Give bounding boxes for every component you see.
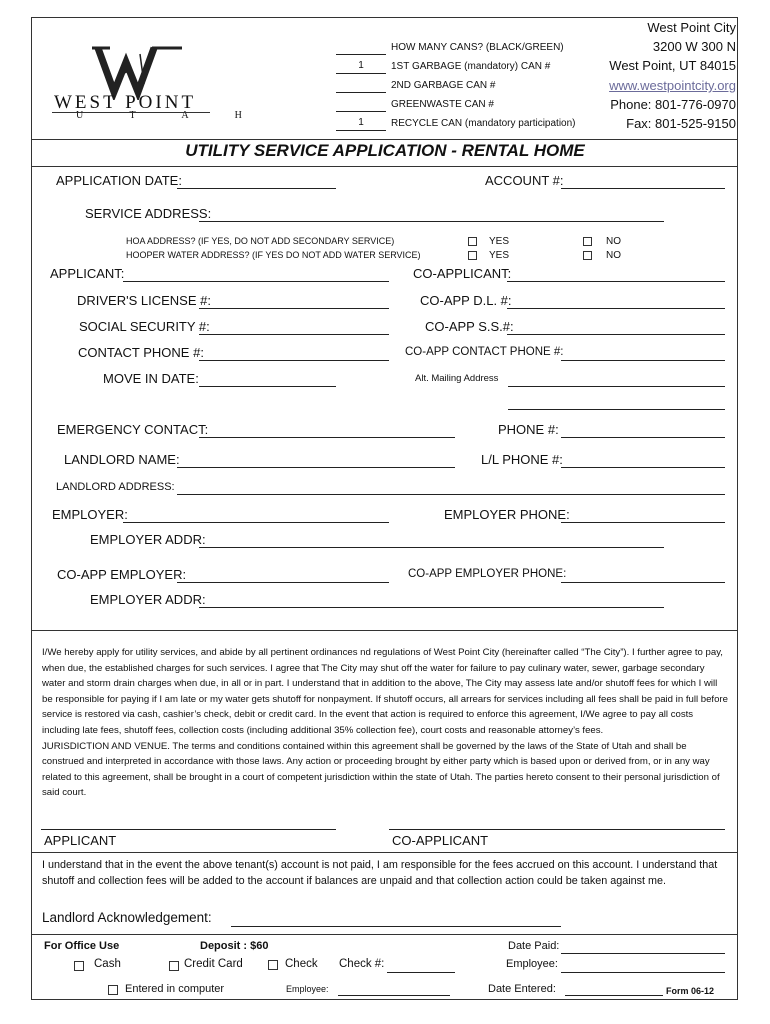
co-applicant-signature-label: CO-APPLICANT: [392, 833, 489, 848]
alt-mailing-field-1[interactable]: [508, 386, 725, 387]
employee2-label: Employee:: [286, 984, 329, 994]
cash-checkbox[interactable]: [74, 961, 84, 971]
employer-label: EMPLOYER:: [52, 507, 128, 522]
city-website-link[interactable]: www.westpointcity.org: [609, 78, 736, 93]
alt-mailing-label: Alt. Mailing Address: [415, 373, 499, 384]
check-label: Check: [285, 958, 318, 970]
credit-card-label: Credit Card: [184, 958, 243, 970]
applicant-label: APPLICANT:: [50, 266, 125, 281]
can-line-1: [336, 73, 386, 74]
applicant-signature-label: APPLICANT: [44, 833, 117, 848]
account-field[interactable]: [561, 188, 725, 189]
date-paid-field[interactable]: [561, 953, 725, 954]
hoa-yes-checkbox[interactable]: [468, 237, 477, 246]
deposit-label: Deposit : $60: [200, 940, 269, 952]
emergency-contact-label: EMERGENCY CONTACT:: [57, 422, 209, 437]
hooper-no-checkbox[interactable]: [583, 251, 592, 260]
emergency-contact-field[interactable]: [199, 437, 455, 438]
can-label-2: 2ND GARBAGE CAN #: [391, 80, 496, 91]
hoa-no-label: NO: [606, 236, 621, 247]
service-address-label: SERVICE ADDRESS:: [85, 206, 212, 221]
can-line-4: [336, 130, 386, 131]
office-use-label: For Office Use: [44, 940, 120, 952]
phone-label: PHONE #:: [498, 422, 559, 437]
check-number-label: Check #:: [339, 958, 385, 970]
ssn-label: SOCIAL SECURITY #:: [79, 319, 210, 334]
date-entered-field[interactable]: [565, 995, 663, 996]
landlord-text: I understand that in the event the above tenant(s) account is not paid, I am responsible for the fees accrued on this account. I understand that shutoff and collection fees will be added to the account if balances are unpaid and that collection action could be taken against me.: [42, 859, 718, 887]
city-name: West Point City: [647, 20, 736, 35]
applicant-signature-line[interactable]: [41, 829, 336, 830]
ll-phone-field[interactable]: [561, 467, 725, 468]
agreement-text: [42, 645, 730, 801]
contact-phone-label: CONTACT PHONE #:: [78, 345, 204, 360]
can-line-3[interactable]: [336, 111, 386, 112]
coapp-employer-label: CO-APP EMPLOYER:: [57, 567, 187, 582]
coapp-employer-field[interactable]: [177, 582, 389, 583]
can-value-4[interactable]: 1: [358, 117, 364, 128]
move-in-field[interactable]: [199, 386, 336, 387]
co-applicant-field[interactable]: [507, 281, 725, 282]
coapp-employer-phone-label: CO-APP EMPLOYER PHONE:: [408, 568, 567, 580]
coapp-dl-field[interactable]: [507, 308, 725, 309]
employee-field[interactable]: [561, 972, 725, 973]
hoa-label: HOA ADDRESS? (IF YES, DO NOT ADD SECONDARY SERVICE): [126, 236, 395, 246]
coapp-contact-phone-label: CO-APP CONTACT PHONE #:: [405, 346, 564, 358]
service-address-field[interactable]: [199, 221, 664, 222]
coapp-employer-phone-field[interactable]: [561, 582, 725, 583]
landlord-divider: [31, 852, 738, 853]
co-applicant-label: CO-APPLICANT:: [413, 266, 512, 281]
w-emblem-icon: [52, 40, 222, 100]
application-date-label: APPLICATION DATE:: [56, 173, 182, 188]
check-number-field[interactable]: [387, 972, 455, 973]
can-label-4: RECYCLE CAN (mandatory participation): [391, 118, 576, 129]
check-checkbox[interactable]: [268, 960, 278, 970]
employer-addr2-field[interactable]: [199, 607, 664, 608]
coapp-contact-phone-field[interactable]: [561, 360, 725, 361]
title-divider: [31, 166, 738, 167]
employer-phone-field[interactable]: [561, 522, 725, 523]
ll-phone-label: L/L PHONE #:: [481, 452, 563, 467]
account-label: ACCOUNT #:: [485, 173, 564, 188]
alt-mailing-field-2[interactable]: [508, 409, 725, 410]
applicant-field[interactable]: [123, 281, 389, 282]
employer-addr-field[interactable]: [199, 547, 664, 548]
coapp-ssn-field[interactable]: [507, 334, 725, 335]
city-citystate: West Point, UT 84015: [609, 58, 736, 73]
city-street: 3200 W 300 N: [652, 39, 736, 54]
hooper-yes-checkbox[interactable]: [468, 251, 477, 260]
office-divider: [31, 934, 738, 935]
credit-card-checkbox[interactable]: [169, 961, 179, 971]
drivers-license-label: DRIVER'S LICENSE #:: [77, 293, 211, 308]
landlord-ack-field[interactable]: [231, 926, 561, 927]
coapp-dl-label: CO-APP D.L. #:: [420, 293, 512, 308]
hooper-yes-label: YES: [489, 250, 510, 261]
logo-line1: WEST POINT: [54, 92, 197, 113]
employer-addr2-label: EMPLOYER ADDR:: [90, 592, 206, 607]
employee2-field[interactable]: [338, 995, 450, 996]
coapp-ssn-label: CO-APP S.S.#:: [425, 319, 514, 334]
contact-phone-field[interactable]: [199, 360, 389, 361]
date-paid-label: Date Paid:: [508, 940, 560, 952]
agreement-divider: [31, 630, 738, 631]
logo-line2: U T A H: [76, 110, 264, 121]
application-date-field[interactable]: [177, 188, 336, 189]
employee-label: Employee:: [506, 958, 558, 970]
hoa-yes-label: YES: [489, 236, 510, 247]
entered-computer-checkbox[interactable]: [108, 985, 118, 995]
employer-addr-label: EMPLOYER ADDR:: [90, 532, 206, 547]
header-divider: [31, 139, 738, 140]
form-number: Form 06-12: [666, 986, 715, 996]
move-in-label: MOVE IN DATE:: [103, 371, 199, 386]
landlord-name-field[interactable]: [177, 467, 455, 468]
hooper-no-label: NO: [606, 250, 621, 261]
hooper-label: HOOPER WATER ADDRESS? (IF YES DO NOT ADD WATER SERVICE): [126, 250, 421, 260]
drivers-license-field[interactable]: [199, 308, 389, 309]
employer-phone-label: EMPLOYER PHONE:: [444, 507, 570, 522]
can-label-1: 1ST GARBAGE (mandatory) CAN #: [391, 61, 551, 72]
employer-field[interactable]: [123, 522, 389, 523]
landlord-name-label: LANDLORD NAME:: [64, 452, 180, 467]
city-fax: Fax: 801-525-9150: [626, 116, 736, 131]
landlord-address-label: LANDLORD ADDRESS:: [56, 481, 175, 493]
city-phone: Phone: 801-776-0970: [610, 97, 736, 112]
date-entered-label: Date Entered:: [488, 983, 556, 995]
landlord-ack-label: Landlord Acknowledgement:: [42, 910, 212, 925]
ssn-field[interactable]: [199, 334, 389, 335]
agreement-p1: I/We hereby apply for utility services, and abide by all pertinent ordinances nd regulations of West Point City (hereinafter called “The City”). I further agree to pay, when due, the established charges for such services. I agree that The City may shut off the water for failure to pay culinary water, sewer, garbage secondary water and storm drain charges when due, in all or in part. I understand that in addition to the above, The City may assess late and/or shutoff fees for which I will be responsible for paying if I am late or my water gets shutoff for nonpayment. If shutoff occurs, all arrears for services including all fees shall be paid in full before service is restored via cash, cashier’s check, debit or credit card. In the event that action is required to enforce this agreement, I/We agree to pay all costs including late fees, shutoff fees, collection costs (including additional 35% collection fee), court costs and reasonable attorney’s fees.: [42, 647, 728, 736]
can-label-0: HOW MANY CANS? (BLACK/GREEN): [391, 42, 564, 53]
agreement-p2: JURISDICTION AND VENUE. The terms and conditions contained within this agreement shall be governed by the laws of the State of Utah and shall be construed and interpreted in accordance with those laws. Any action or proceeding brought by either party which is based upon or derived from, or in any way related to this agreement, shall be brought in a court of competent jurisdiction within the state of Utah. The parties hereto consent to their personal jurisdiction of said court.: [42, 740, 720, 799]
can-line-2[interactable]: [336, 92, 386, 93]
can-count-line[interactable]: [336, 54, 386, 55]
can-value-1[interactable]: 1: [358, 60, 364, 71]
logo-divider: [52, 112, 210, 113]
phone-field[interactable]: [561, 437, 725, 438]
landlord-address-field[interactable]: [177, 494, 725, 495]
can-label-3: GREENWASTE CAN #: [391, 99, 494, 110]
page-title: UTILITY SERVICE APPLICATION - RENTAL HOME: [185, 141, 585, 160]
cash-label: Cash: [94, 958, 121, 970]
co-applicant-signature-line[interactable]: [389, 829, 725, 830]
hoa-no-checkbox[interactable]: [583, 237, 592, 246]
entered-computer-label: Entered in computer: [125, 983, 225, 995]
